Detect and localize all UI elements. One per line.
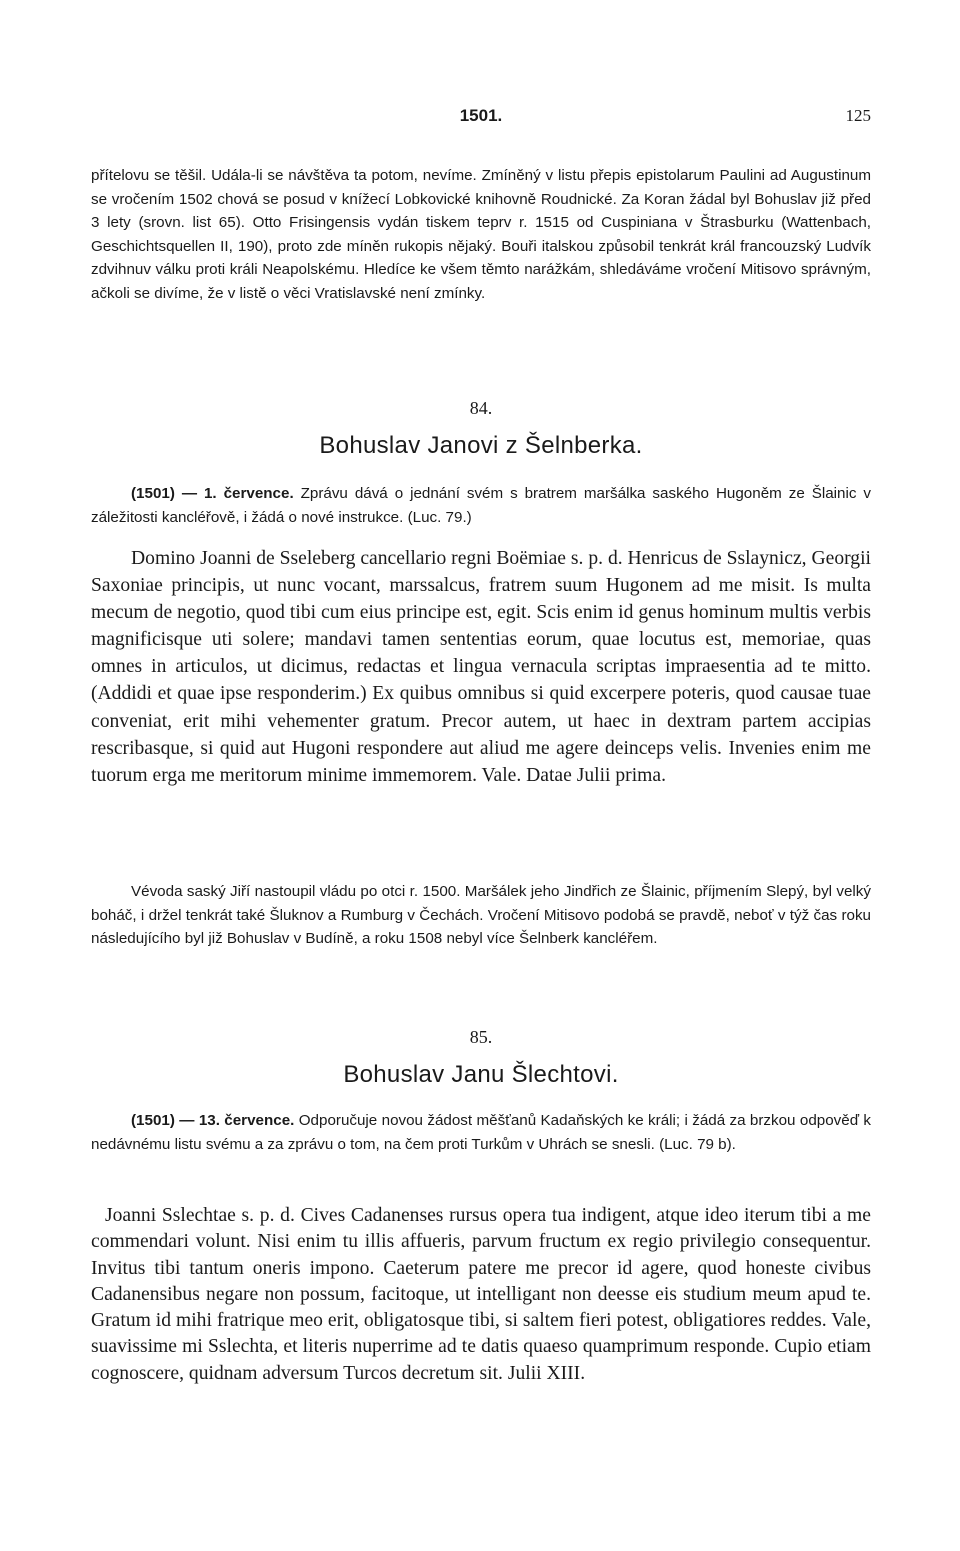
letter-84-title: Bohuslav Janovi z Šelnberka.: [319, 432, 643, 459]
letter-85-regest-date: (1501) — 13. července.: [131, 1112, 295, 1129]
letter-84-regest-text: Zprávu dává o jednání svém s bratrem maršálka saského Hugoněm ze Šlainic v záležitosti kancléřově, i žádá o nové instrukce. (Luc. 79.): [91, 485, 871, 526]
letter-84-latin-text: Domino Joanni de Sseleberg cancellario regni Boëmiae s. p. d. Henricus de Sslaynicz, Georgii Saxoniae principis, ut nunc vocant, marssalcus, fratrem suum Hugonem ad me misit. Is multa mecum de negotio, quod tibi cum eius principe est, egit. Scis enim id genus hominum multis verbis magnificisque uti solere; mandavi tamen sententias eorum, quae locutus est, memoriae, quas omnes in articulos, ut dicimus, redactas et lingua vernacula scriptas impraesentia ad te mitto. (Addidi et quae ipse responderim.) Ex quibus omnibus si quid excerpere poteris, quod causae tuae conveniat, erit mihi vehementer gratum. Precor autem, ut haec in dextram partem accipias rescribasque, si quid aut Hugoni respondere aut aliud me agere deinceps velis. Invenies enim me tuorum erga me meritorum minime immemorem. Vale. Datae Julii prima.: [91, 548, 871, 786]
letter-84-regest-date: (1501) — 1. července.: [131, 485, 294, 502]
letter-84-regest: [91, 482, 871, 529]
letter-85-regest-text: Odporučuje novou žádost měšťanů Kadaňských ke králi; i žádá za brzkou odpověď k nedávnému listu svému a za zprávu o tom, na čem proti Turkům v Uhrách se snesli. (Luc. 79 b).: [91, 1112, 871, 1153]
intro-paragraph: přítelovu se těšil. Udála-li se návštěva ta potom, nevíme. Zmíněný v listu přepis epistolarum Paulini ad Augustinum se vročením 1502 chová se posud v knížecí Lobkovické knihovně Roudnické. Za Koran žádal byl Bohuslav již před 3 lety (srovn. list 65). Otto Frisingensis vydán tiskem teprv r. 1515 od Cuspiniana v Štrasburku (Wattenbach, Geschichtsquellen II, 190), proto zde míněn rukopis nějaký. Bouři italskou způsobil tenkrát král francouzský Ludvík zdvihnuv válku proti králi Neapolskému. Hledíce ke všem těmto narážkám, shledáváme vročení Mitisovo správným, ačkoli se divíme, že v listě o věci Vratislavské není zmínky.: [91, 167, 871, 302]
header-year: 1501.: [459, 106, 503, 125]
letter-85-latin-text: Joanni Sslechtae s. p. d. Cives Cadanenses rursus opera tua indigent, atque ideo iterum tibi a me commendari volunt. Nisi enim tu illis affueris, parvum fructum ex regio privilegio consequentur. Invitus tibi tantum oneris impono. Caeterum patere me precor id agere, quod honeste civibus Cadanensibus negare non possum, facitoque, ut intelligant non deesse eis studium meum apud te. Gratum id mihi fratrique meo erit, obligatosque tibi, si saltem fieri potest, obligatiores reddes. Vale, suavissime mi Sslechta, et literis nuperrime ad te datis quaeso quamprimum responde. Cupio etiam cognoscere, quidnam adversum Turcos decretum sit. Julii XIII.: [91, 1205, 871, 1384]
letter-84-number: 84.: [469, 398, 493, 418]
letter-85-number: 85.: [469, 1027, 493, 1047]
running-header: [91, 106, 871, 130]
page-number: 125: [845, 106, 871, 125]
letter-85-regest: [91, 1109, 871, 1156]
letter-84-note: Vévoda saský Jiří nastoupil vládu po otci r. 1500. Maršálek jeho Jindřich ze Šlainic, příjmením Slepý, byl velký boháč, i držel tenkrát také Šluknov a Rumburg v Čechách. Vročení Mitisovo podobá se pravdě, neboť v týž čas roku následujícího byl již Bohuslav v Budíně, a roku 1508 nebyl více Šelnberk kancléřem.: [91, 883, 871, 948]
letter-85-title: Bohuslav Janu Šlechtovi.: [343, 1061, 619, 1088]
